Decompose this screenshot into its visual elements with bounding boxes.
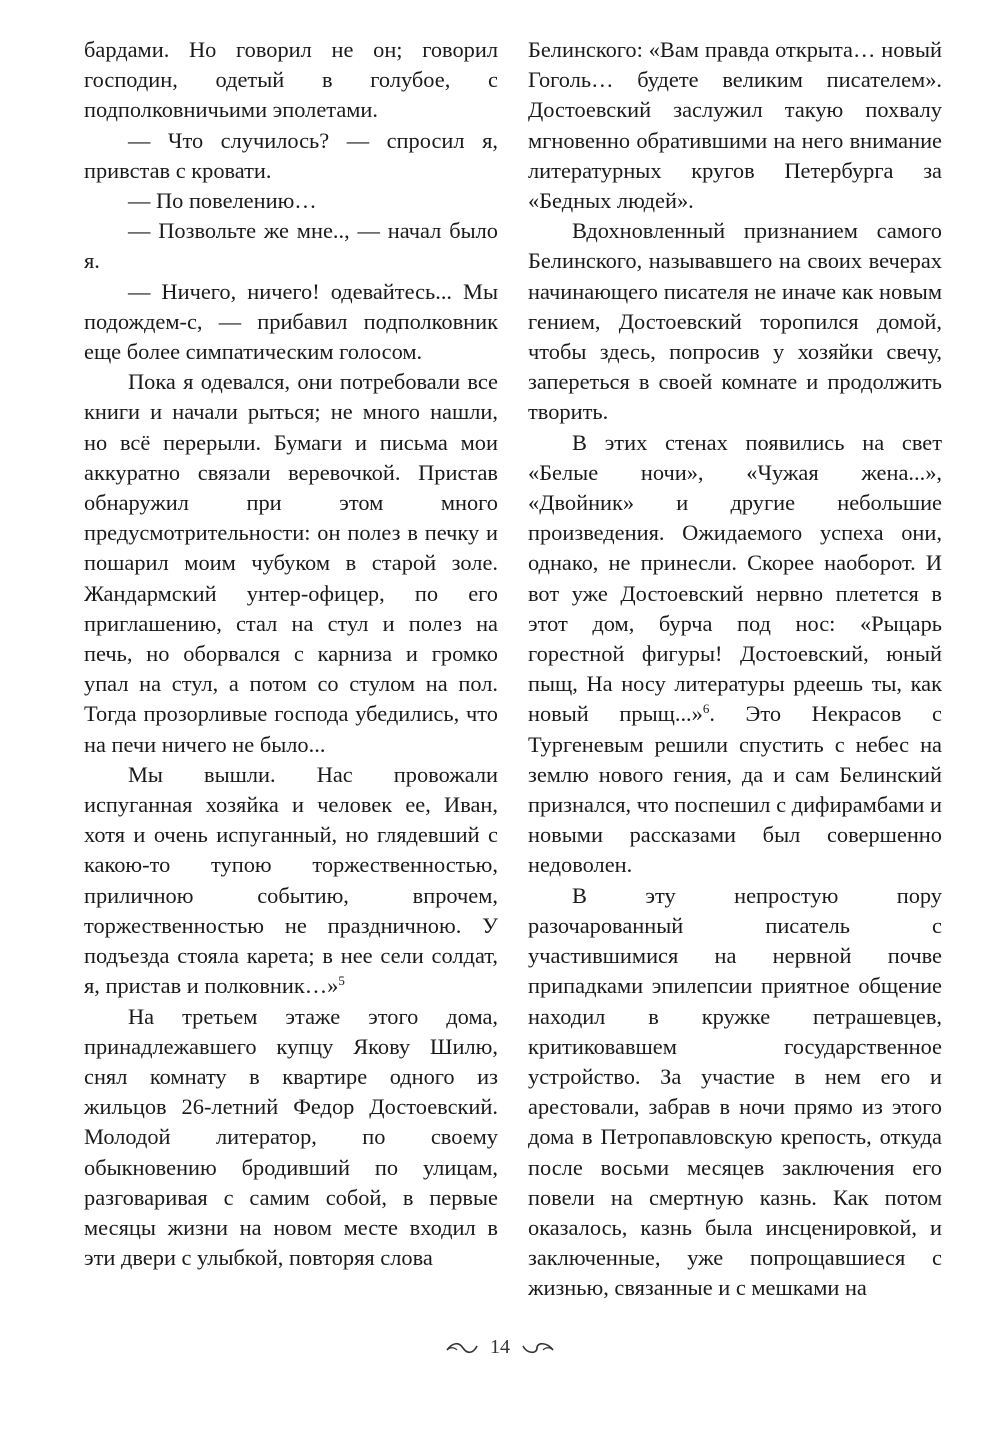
paragraph: — Ничего, ничего! одевайтесь... Мы подождем-с, — прибавил подполковник еще более симпатическим голосом. [84,278,498,365]
ornament-right-icon [521,1341,555,1355]
footnote-ref: 6 [702,701,710,717]
page-number: 14 [490,1336,510,1358]
paragraph [528,428,942,881]
ornament-left-icon [445,1341,479,1355]
paragraph: — Позвольте же мне.., — начал было я. [84,218,498,274]
page-folio [0,1336,1000,1359]
paragraph: На третьем этаже этого дома, принадлежавшего купцу Якову Шилю, снял комнату в квартире одного из жильцов 26-летний Федор Достоевский. Молодой литератор, по своему обыкновению бродивший по улицам, разговаривая с самим собой, в первые месяцы жизни на новом месте входил в эти двери с улыбкой, повторяя слова [84,1003,498,1271]
paragraph: Вдохновленный признанием самого Белинского, называвшего на своих вечерах начинающего писателя не иначе как новым гением, Достоевский торопился домой, чтобы здесь, попросив у хозяйки свечу, запереться в своей комнате и продолжить творить. [528,218,942,425]
paragraph: Белинского: «Вам правда открыта… новый Гоголь… будете великим писателем». Достоевский заслужил такую похвалу мгновенно обратившими на него внимание литературных кругов Петербурга за «Бедных людей». [528,37,942,214]
right-column [528,35,942,1304]
footnote-ref: 5 [338,973,345,989]
paragraph: — По повелению… [128,188,317,214]
paragraph-text: В этих стенах появились на свет «Белые ночи», «Чужая жена...», «Двойник» и другие небольшие произведения. Ожидаемого успеха они, однако, не принесли. Скорее наоборот. И вот уже Достоевский нервно плетется в этот дом, бурча под нос: «Рыцарь горестной фигуры! Достоевский, юный пыщ, На носу литературы рдеешь ты, как новый прыщ...» [528,429,942,727]
paragraph-text-continued: . Это Некрасов с Тургеневым решили спустить с небес на землю нового гения, да и сам Белинский признался, что поспешил с дифирамбами и новыми рассказами был совершенно недоволен. [528,701,942,878]
left-column [84,35,498,1273]
paragraph: В эту непростую пору разочарованный писатель с участившимися на нервной почве припадками эпилепсии приятное общение находил в кружке петрашевцев, критиковавшем государственное устройство. За участие в нем его и арестовали, забрав в ночи прямо из этого дома в Петропавловскую крепость, откуда после восьми месяцев заключения его повели на смертную казнь. Как потом оказалось, казнь была инсценировкой, и заключенные, уже попрощавшиеся с жизнью, связанные и с мешками на [528,882,942,1301]
paragraph: — Что случилось? — спросил я, привстав с кровати. [84,127,498,183]
paragraph: бардами. Но говорил не он; говорил господин, одетый в голубое, с подполковничьими эполетами. [84,37,498,123]
paragraph-text: Мы вышли. Нас провожали испуганная хозяйка и человек ее, Иван, хотя и очень испуганный, но глядевший с какою-то тупою торжественностью, приличною событию, впрочем, торжественностью не праздничною. У подъезда стояла карета; в нее сели солдат, я, пристав и полковник…» [84,761,498,999]
paragraph [84,760,498,1002]
paragraph: Пока я одевался, они потребовали все книги и начали рыться; не много нашли, но всё перерыли. Бумаги и письма мои аккуратно связали веревочкой. Пристав обнаружил при этом много предусмотрительности: он полез в печку и пошарил моим чубуком в старой золе. Жандармский унтер-офицер, по его приглашению, стал на стул и полез на печь, но оборвался с карниза и громко упал на стул, а потом со стулом на пол. Тогда прозорливые господа убедились, что на печи ничего не было... [84,369,498,757]
